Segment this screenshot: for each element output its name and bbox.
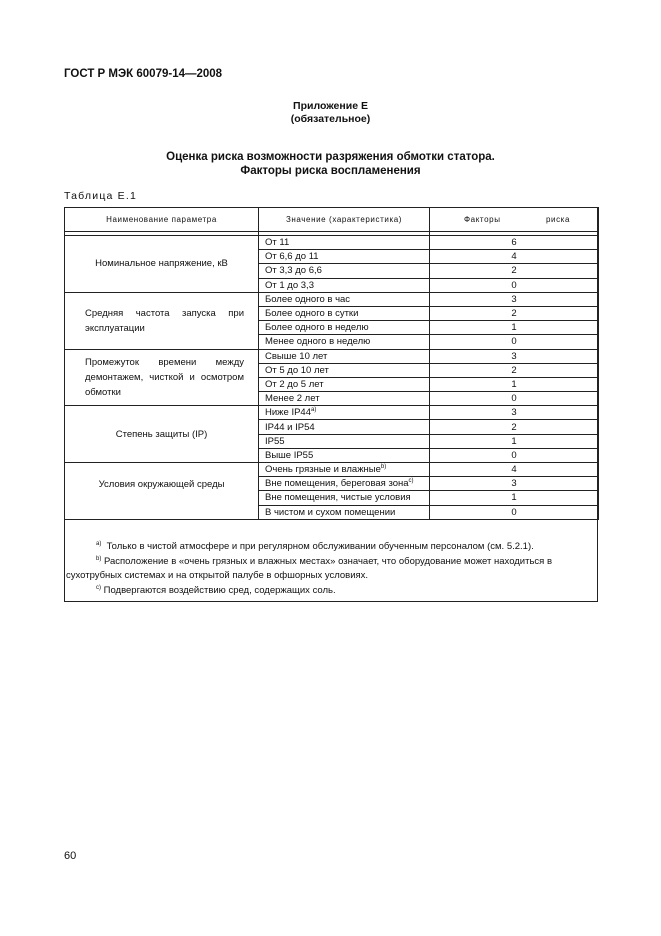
- appendix-status: (обязательное): [290, 113, 371, 125]
- note-c: [96, 584, 596, 599]
- table-row: [65, 292, 599, 306]
- note-text: Расположение в «очень грязных и влажных местах» означает, что оборудование может находиться в: [103, 555, 552, 567]
- factor-cell: 3: [430, 292, 599, 306]
- value-cell: [259, 477, 430, 491]
- value-cell: От 3,3 до 6,6: [259, 264, 430, 278]
- appendix-title: Приложение Е: [293, 100, 368, 112]
- value-cell: [259, 463, 430, 477]
- value-cell: От 6,6 до 11: [259, 250, 430, 264]
- standard-header: ГОСТ Р МЭК 60079-14—2008: [64, 68, 223, 80]
- note-text: Подвергаются воздействию сред, содержащих соль.: [103, 584, 336, 596]
- value-cell: [259, 406, 430, 420]
- table-notes: [66, 540, 596, 598]
- col-header-factor: [430, 208, 599, 232]
- value-cell: От 11: [259, 236, 430, 250]
- value-cell: IP55: [259, 434, 430, 448]
- heading-line-2: Факторы риска воспламенения: [240, 165, 421, 177]
- factor-cell: 1: [430, 434, 599, 448]
- value-cell: IP44 и IP54: [259, 420, 430, 434]
- factor-cell: 6: [430, 236, 599, 250]
- note-text: Только в чистой атмосфере и при регулярном обслуживании обученным персоналом (см. 5.2.1).: [106, 541, 534, 552]
- param-cell: Условия окружающей среды: [65, 463, 259, 520]
- factor-cell: 2: [430, 420, 599, 434]
- value-text: Ниже IP44: [265, 407, 311, 419]
- factor-cell: 0: [430, 448, 599, 462]
- note-mark: b): [96, 555, 102, 562]
- table-label: Таблица Е.1: [64, 190, 138, 202]
- factor-cell: 2: [430, 363, 599, 377]
- value-cell: Более одного в сутки: [259, 306, 430, 320]
- factor-cell: 3: [430, 406, 599, 420]
- risk-factors-table: [64, 207, 599, 520]
- value-text: Очень грязные и влажные: [265, 464, 381, 476]
- col-header-factor-a: Факторы: [464, 215, 501, 224]
- value-cell: Менее одного в неделю: [259, 335, 430, 349]
- factor-cell: 2: [430, 306, 599, 320]
- table-row: [65, 463, 599, 477]
- table-header-row: [65, 208, 599, 232]
- footnote-mark: b): [380, 464, 387, 471]
- col-header-value: Значение (характеристика): [259, 208, 430, 232]
- heading-line-1: Оценка риска возможности разряжения обмотки статора.: [166, 151, 495, 163]
- table-row: [65, 349, 599, 363]
- page-number: 60: [64, 850, 77, 862]
- note-b: [96, 555, 596, 570]
- note-b-continuation: сухотрубных системах и на открытой палубе в офшорных условиях.: [66, 570, 369, 581]
- note-mark: c): [96, 584, 101, 591]
- value-cell: Вне помещения, чистые условия: [259, 491, 430, 505]
- factor-cell: 0: [430, 392, 599, 406]
- factor-cell: 4: [430, 463, 599, 477]
- factor-cell: 1: [430, 321, 599, 335]
- factor-cell: 1: [430, 377, 599, 391]
- factor-cell: 0: [430, 505, 599, 519]
- footnote-mark: a): [311, 407, 317, 414]
- param-cell: Промежуток времени между демонтажем, чисткой и осмотром обмотки: [65, 349, 259, 406]
- value-cell: От 5 до 10 лет: [259, 363, 430, 377]
- table-row: [65, 406, 599, 420]
- value-text: Вне помещения, береговая зона: [265, 478, 409, 490]
- factor-cell: 3: [430, 349, 599, 363]
- col-header-param: Наименование параметра: [65, 208, 259, 232]
- value-cell: Менее 2 лет: [259, 392, 430, 406]
- param-cell: Средняя частота запуска при эксплуатации: [65, 292, 259, 349]
- value-cell: Более одного в час: [259, 292, 430, 306]
- factor-cell: 4: [430, 250, 599, 264]
- value-cell: В чистом и сухом помещении: [259, 505, 430, 519]
- value-cell: От 2 до 5 лет: [259, 377, 430, 391]
- value-cell: От 1 до 3,3: [259, 278, 430, 292]
- footnote-mark: c): [408, 478, 414, 485]
- factor-cell: 0: [430, 335, 599, 349]
- param-cell: Степень защиты (IP): [65, 406, 259, 463]
- param-cell: Номинальное напряжение, кВ: [65, 236, 259, 293]
- note-mark: a): [96, 541, 102, 547]
- value-cell: Выше IP55: [259, 448, 430, 462]
- value-cell: Свыше 10 лет: [259, 349, 430, 363]
- factor-cell: 1: [430, 491, 599, 505]
- factor-cell: 0: [430, 278, 599, 292]
- col-header-factor-b: риска: [545, 215, 570, 224]
- table-row: [65, 236, 599, 250]
- factor-cell: 3: [430, 477, 599, 491]
- factor-cell: 2: [430, 264, 599, 278]
- note-a: [96, 540, 596, 555]
- value-cell: Более одного в неделю: [259, 321, 430, 335]
